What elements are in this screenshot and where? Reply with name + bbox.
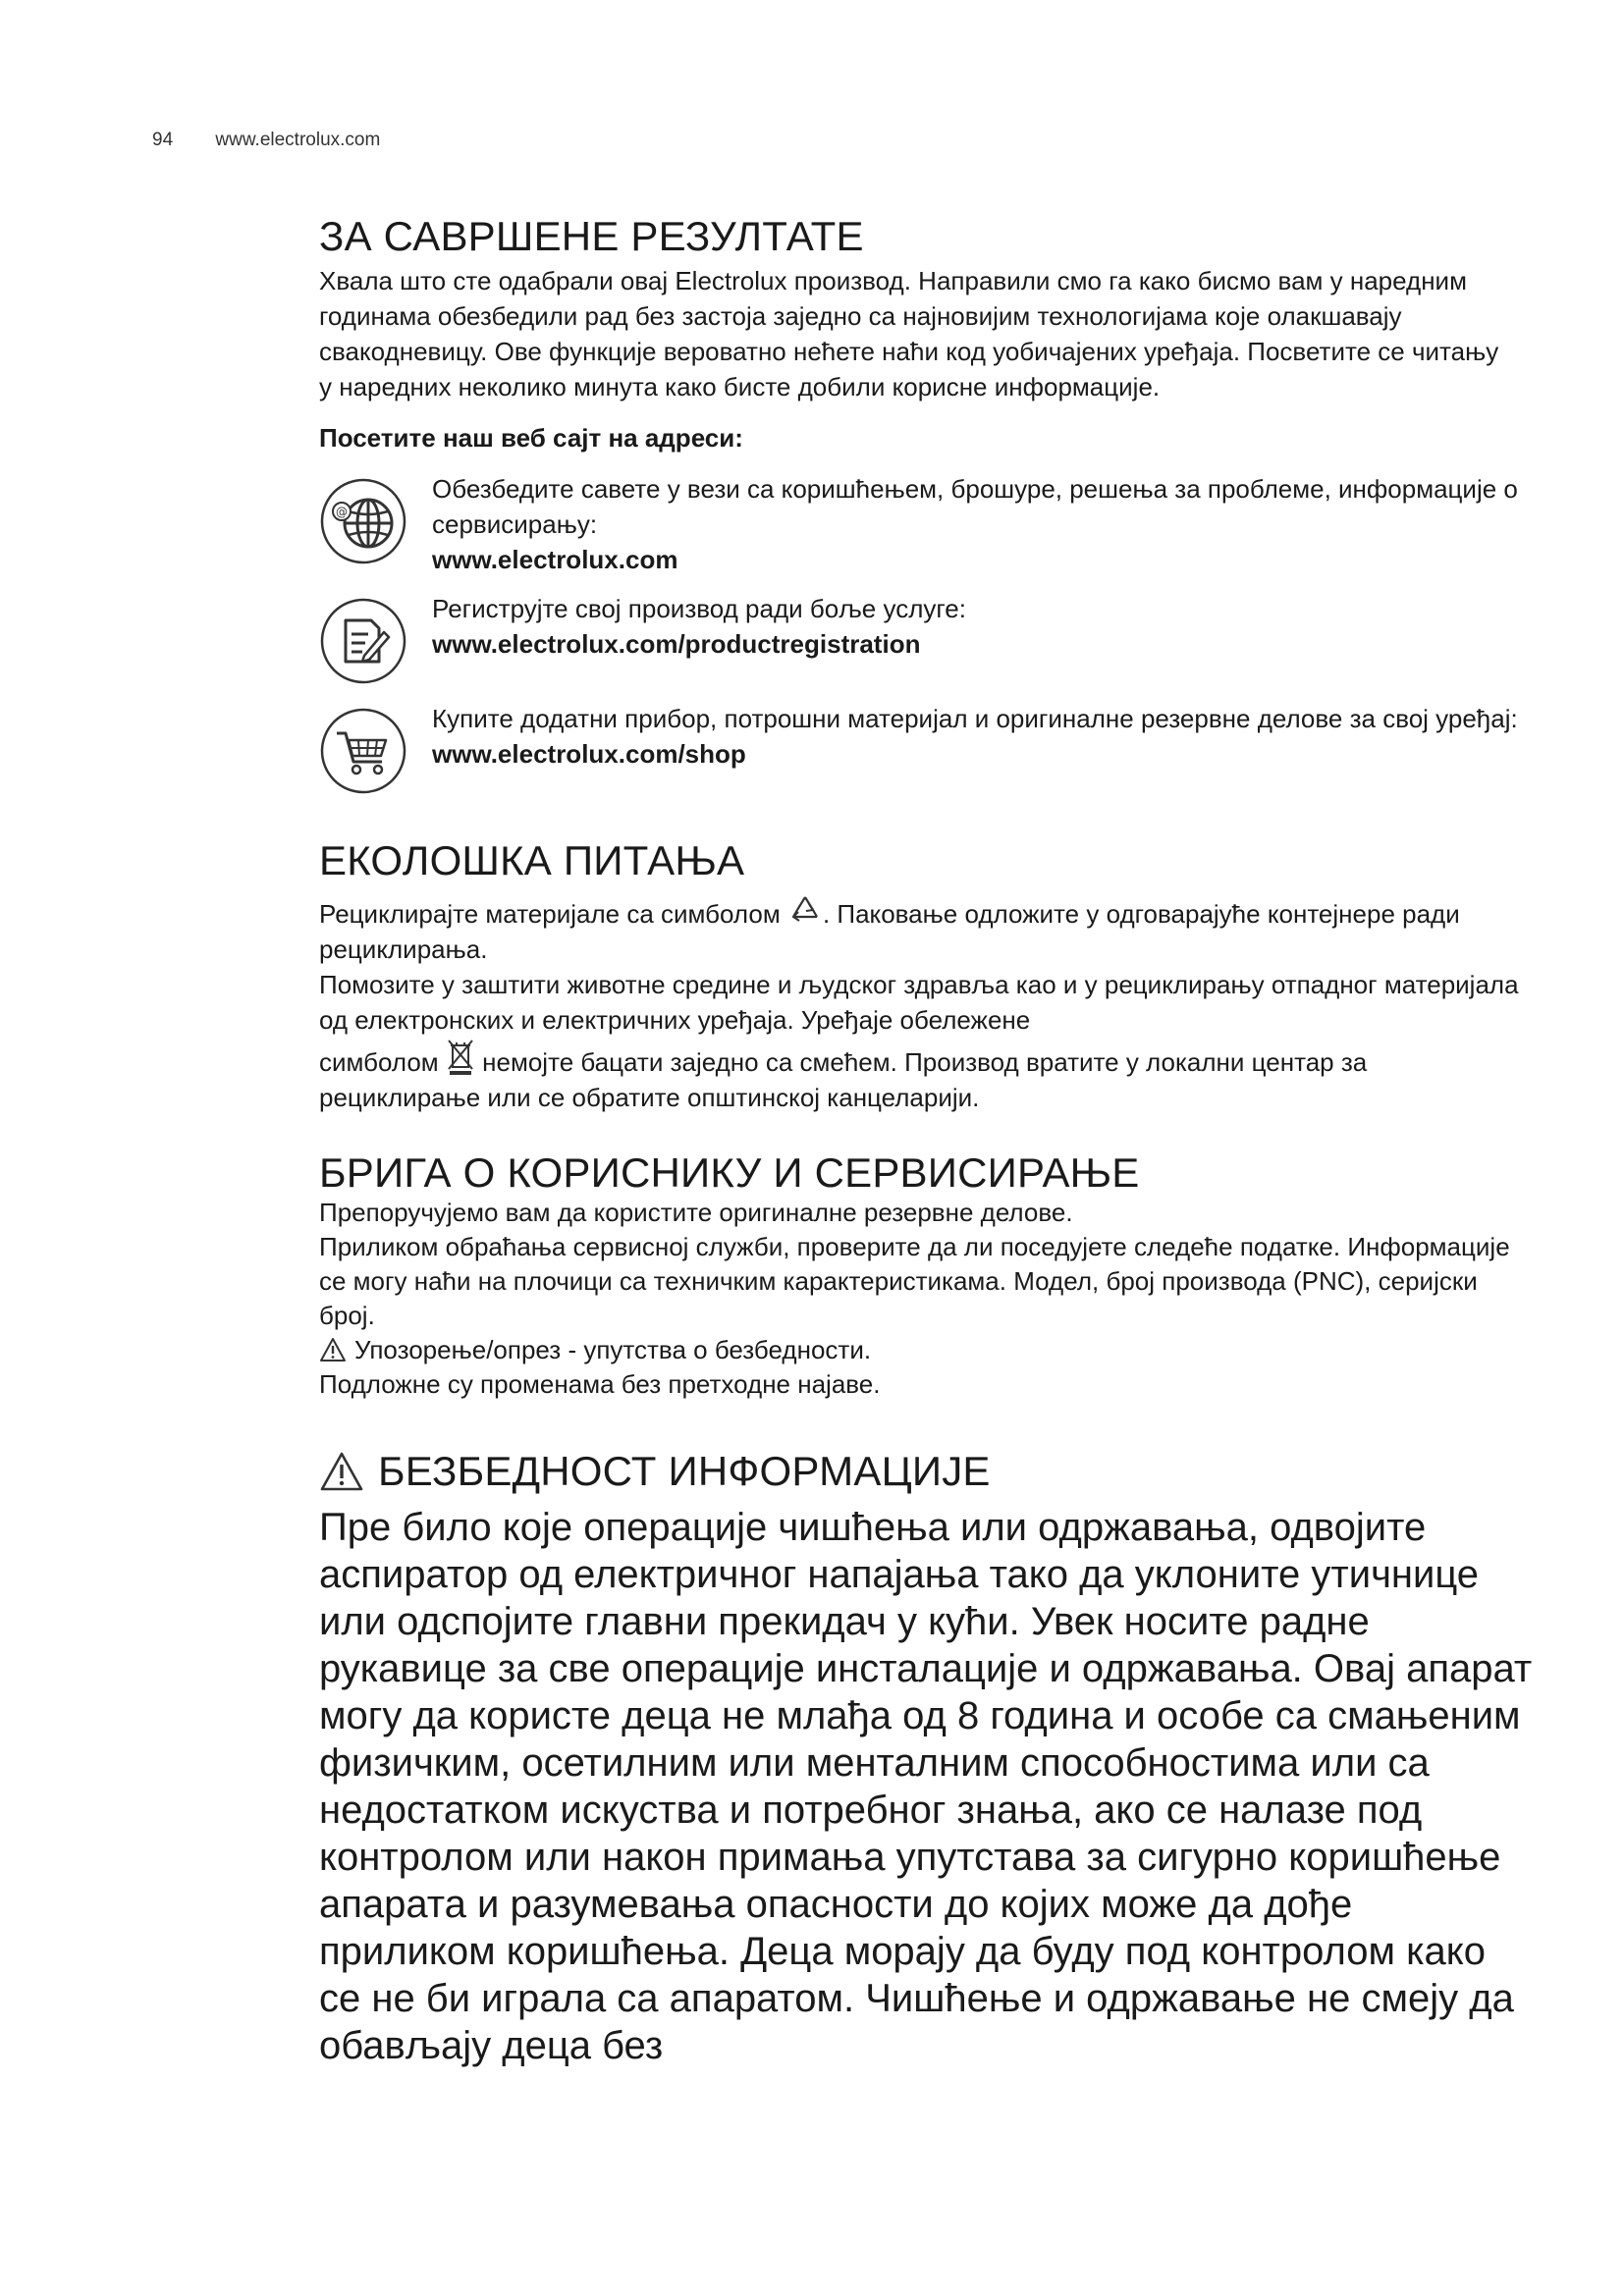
registration-icon bbox=[319, 597, 407, 685]
eco-bin-paragraph bbox=[319, 1038, 1527, 1115]
page-content bbox=[319, 213, 1533, 2069]
results-heading: ЗА САВРШЕНЕ РЕЗУЛТАТЕ bbox=[319, 213, 864, 259]
service-section bbox=[319, 1150, 1527, 1402]
eco-recycle-paragraph bbox=[319, 893, 1527, 967]
safety-text: Пре било које операције чишћења или одржавања, одвојите аспиратор од електричног напајања тако да уклоните утичнице или одспојите главни прекидач у кући. Увек носите радне рукавице за све операције инсталације и одржавања. Овај апарат могу да користе деца не млађа од 8 година и особе са смањеним физичким, осетилним или менталним способностима или са недостатком искуства и потребног знања, ако се налазе под контролом или након примања упутстава за сигурно коришћење апарата и разумевања опасности до којих може да дође приликом коришћења. Деца морају да буду под контролом како се не би играла са апаратом. Чишћење и одржавање не смеју да обављају деца без bbox=[319, 1506, 1533, 2067]
results-section bbox=[319, 214, 1527, 795]
link-shop-text: Купите додатни прибор, потрошни материјал и оригиналне резервне делове за свој уређај: bbox=[432, 704, 1518, 733]
safety-section bbox=[319, 1448, 1533, 2069]
eco-heading: ЕКОЛОШКА ПИТАЊА bbox=[319, 837, 745, 883]
safety-heading: БЕЗБЕДНОСТ ИНФОРМАЦИЈЕ bbox=[378, 1448, 991, 1494]
svg-text:@: @ bbox=[336, 505, 348, 519]
eco-section bbox=[319, 838, 1527, 1115]
link-registration-text: Региструјте свој производ ради боље услуге: bbox=[432, 594, 966, 623]
globe-icon bbox=[319, 477, 407, 565]
link-shop-url[interactable]: www.electrolux.com/shop bbox=[432, 739, 746, 769]
service-warning-line bbox=[319, 1333, 1527, 1367]
page-header bbox=[152, 130, 380, 151]
header-site-url: www.electrolux.com bbox=[215, 130, 381, 150]
service-info-text: Приликом обраћања сервисној служби, проверите да ли поседујете следеће податке. Информације се могу наћи на плочици са техничким карактеристикама. Модел, број производа (PNC), серијски број. bbox=[319, 1232, 1510, 1330]
eco-recycle-text-after: . Паковање одложите у одговарајуће контејнере ради рециклирања. bbox=[319, 899, 1460, 964]
service-parts-text: Препоручујемо вам да користите оригиналне резервне делове. bbox=[319, 1198, 1073, 1227]
eco-recycle-text-before: Рециклирајте материјале са симболом bbox=[319, 899, 787, 929]
page-number: 94 bbox=[152, 130, 174, 150]
link-row-support bbox=[319, 471, 1527, 577]
link-row-registration bbox=[319, 591, 1527, 685]
visit-label: Посетите наш веб сајт на адреси: bbox=[319, 423, 743, 453]
service-notice-text: Подложне су променама без претходне најаве. bbox=[319, 1369, 881, 1399]
service-warning-text: Упозорење/опрез - упутства о безбедности. bbox=[354, 1335, 872, 1364]
eco-weee-paragraph: Помозите у заштити животне средине и људског здравља као и у рециклирању отпадног материјала од електронских и електричних уређаја. Уређаје обележене bbox=[319, 970, 1519, 1035]
results-intro: Хвала што сте одабрали овај Electrolux производ. Направили смо га како бисмо вам у наредним годинама обезбедили рад без застоја заједно са најновијим технологијама које олакшавају свакодневицу. Ове функције вероватно нећете наћи код уобичајених уређаја. Посветите се читању у наредних неколико минута како бисте добили корисне информације. bbox=[319, 266, 1499, 401]
recycle-icon bbox=[787, 893, 823, 929]
shopping-cart-icon bbox=[319, 707, 407, 795]
link-support-url[interactable]: www.electrolux.com bbox=[432, 545, 678, 574]
eco-bin-text-after: немојте бацати заједно са смећем. Производ вратите у локални центар за рециклирање или се обратите општинској канцеларији. bbox=[319, 1047, 1368, 1112]
warning-icon bbox=[319, 1451, 364, 1492]
link-registration-url[interactable]: www.electrolux.com/productregistration bbox=[432, 629, 921, 659]
warning-icon bbox=[319, 1337, 347, 1362]
safety-heading-row bbox=[319, 1449, 1527, 1494]
service-heading: БРИГА О КОРИСНИКУ И СЕРВИСИРАЊЕ bbox=[319, 1149, 1140, 1196]
eco-bin-text-before: симболом bbox=[319, 1047, 446, 1077]
crossed-bin-icon bbox=[446, 1038, 475, 1077]
link-support-text: Обезбедите савете у вези са коришћењем, брошуре, решења за проблеме, информације о сервисирању: bbox=[432, 474, 1518, 539]
link-row-shop bbox=[319, 701, 1527, 795]
